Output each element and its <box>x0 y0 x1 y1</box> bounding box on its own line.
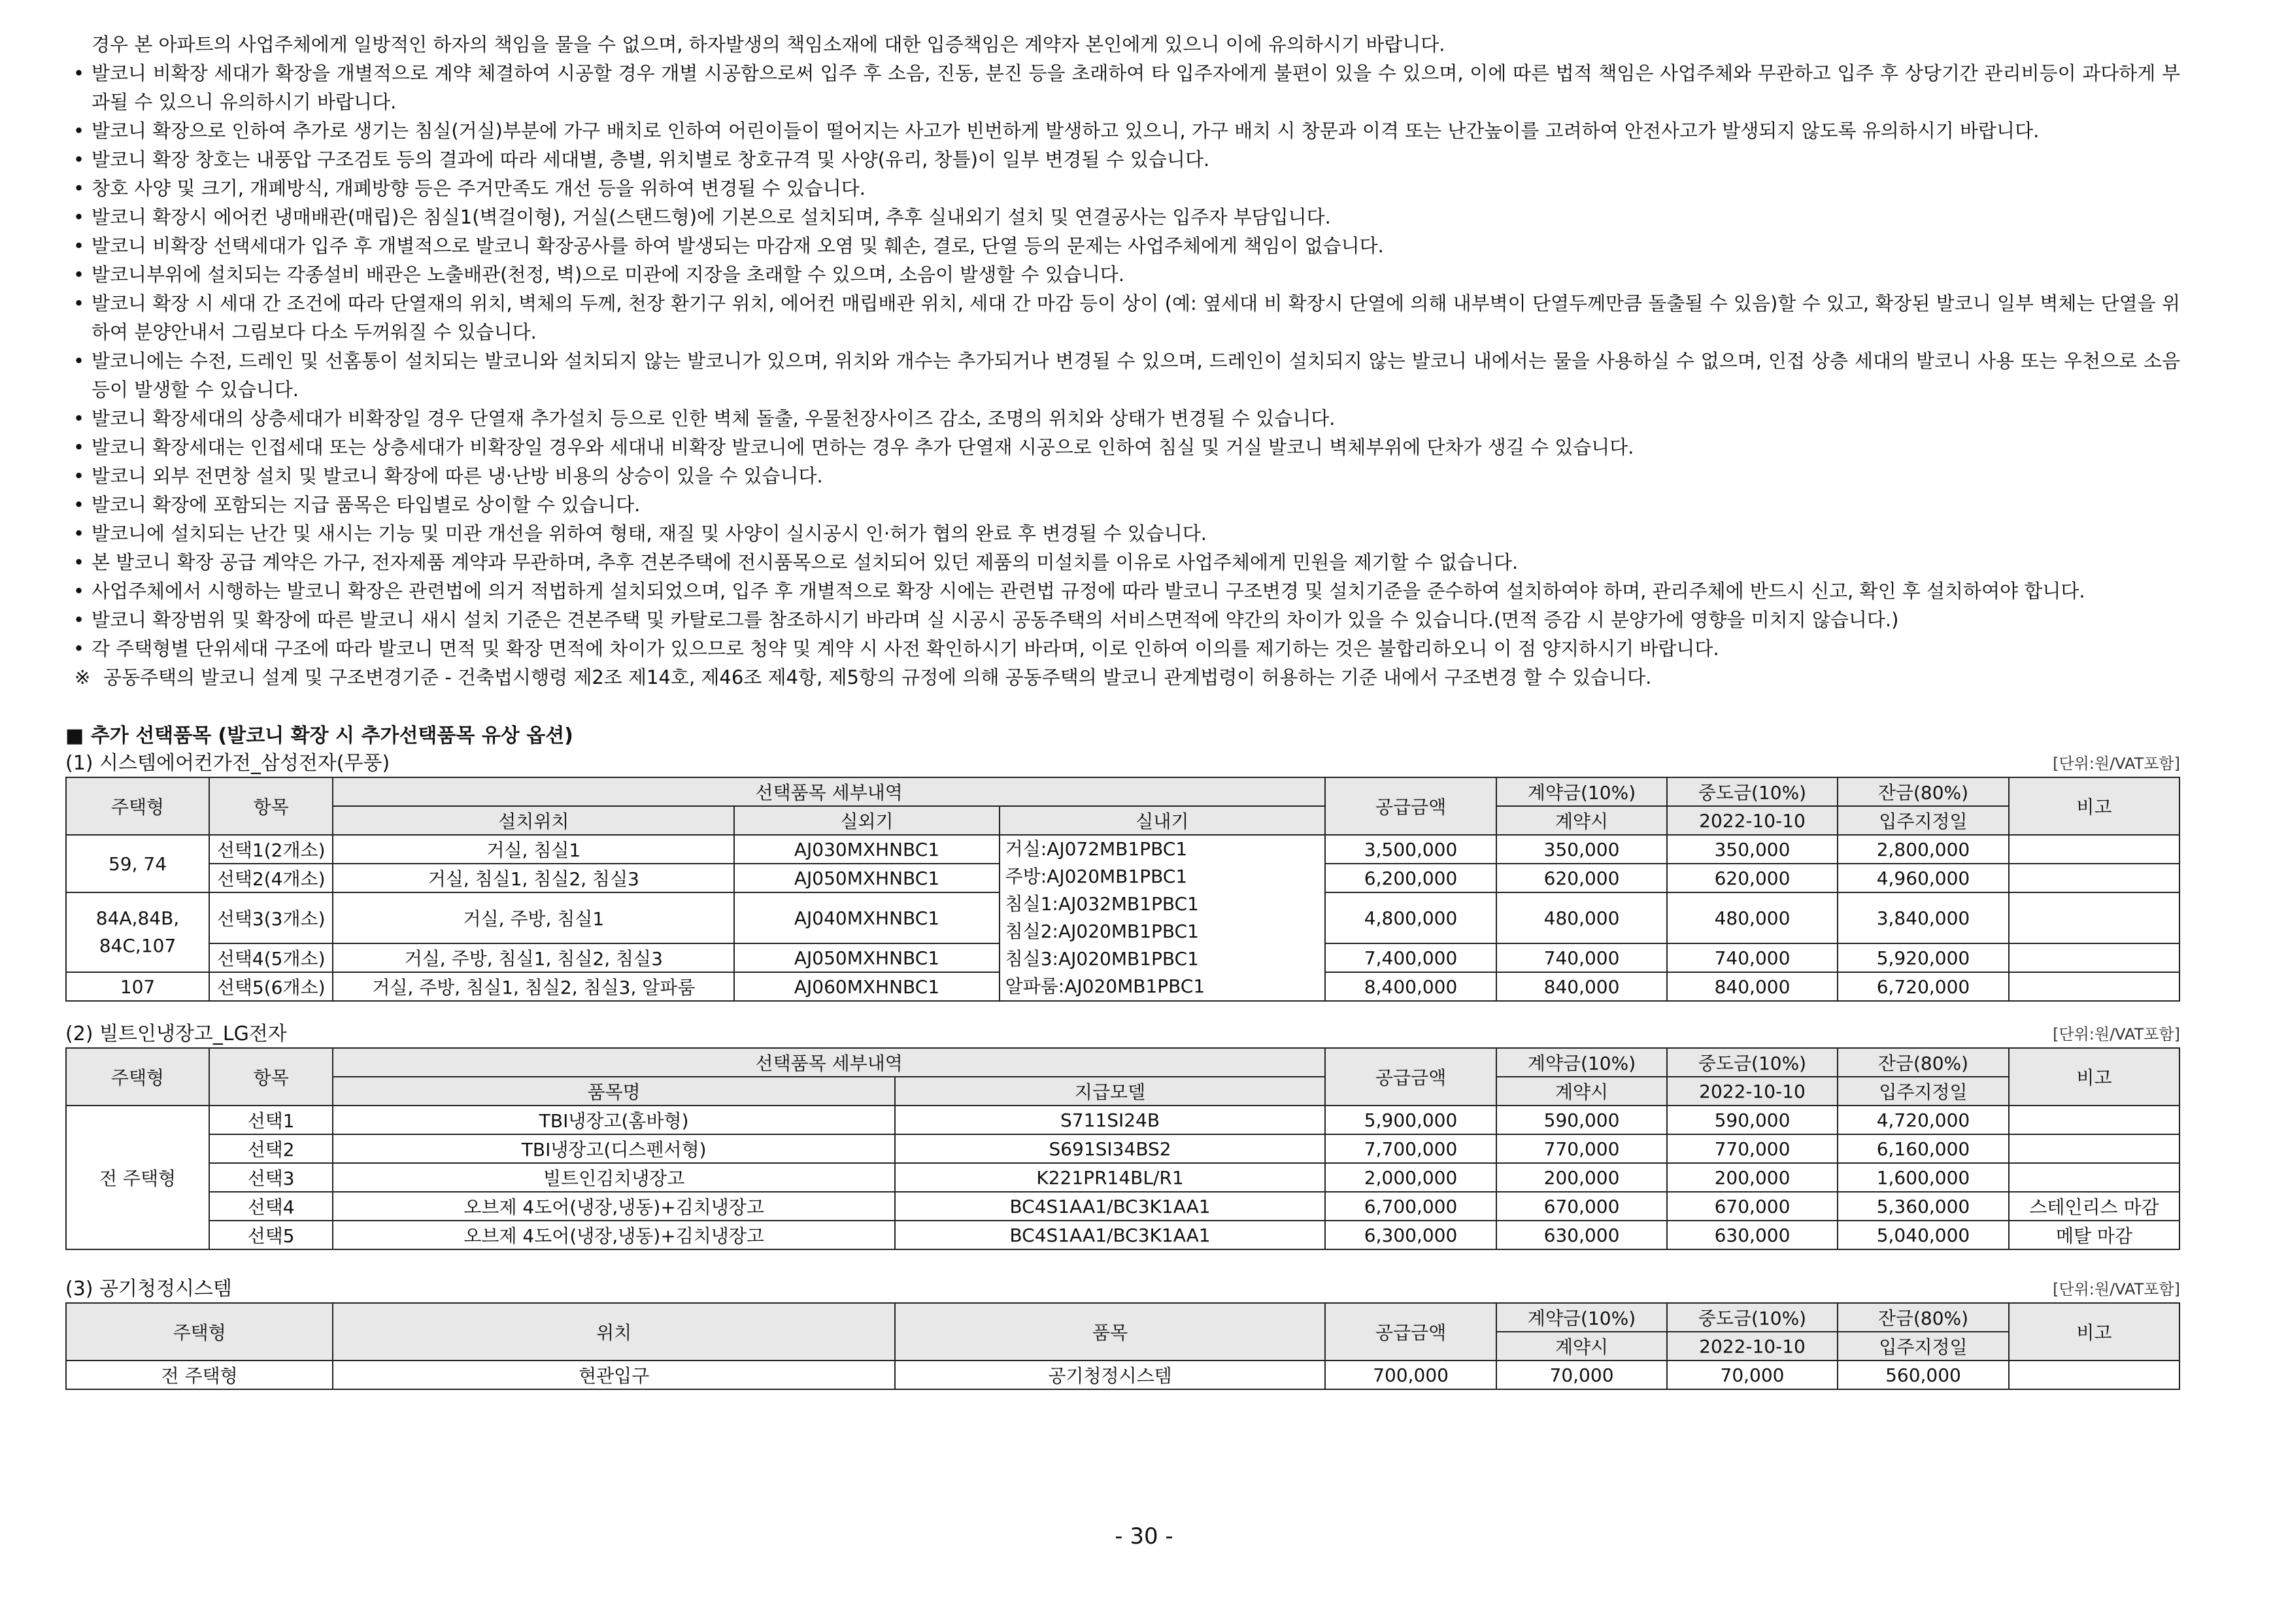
middle-cell: 620,000 <box>1667 864 1838 892</box>
supply-cell: 7,700,000 <box>1325 1134 1496 1163</box>
balance-cell: 1,600,000 <box>1838 1163 2009 1192</box>
note-item: • 발코니 확장 시 세대 간 조건에 따라 단열재의 위치, 벽체의 두께, 천장 환기구 위치, 에어컨 매립배관 위치, 세대 간 마감 등이 상이 (예: 옆세대 비 확장시 단열에 의해 내부벽이 단열두께만큼 돌출될 수 있음)할 수 있고, 확장된 발코니 일부 벽체는 단열을 위하여 분양안내서 그림보다 다소 두꺼워질 수 있습니다. <box>65 289 2180 347</box>
note-item: • 발코니 확장에 포함되는 지급 품목은 타입별로 상이할 수 있습니다. <box>65 490 2180 519</box>
bullet-icon: • <box>73 62 85 84</box>
header-contract-when: 계약시 <box>1496 1332 1667 1361</box>
fridge-heading <box>65 1021 2180 1047</box>
location-cell: 거실, 주방, 침실1, 침실2, 침실3 <box>333 943 734 972</box>
note-cell <box>2009 835 2179 864</box>
note-cell <box>2009 943 2179 972</box>
bullet-icon: • <box>73 120 85 142</box>
bullet-icon: • <box>73 580 85 602</box>
fridge-title: (2) 빌트인냉장고_LG전자 <box>65 1023 287 1045</box>
section-title: ■ 추가 선택품목 (발코니 확장 시 추가선택품목 유상 옵션) <box>65 724 573 747</box>
contract-cell: 350,000 <box>1496 835 1667 864</box>
note-cell <box>2009 972 2179 1001</box>
supply-cell: 6,300,000 <box>1325 1221 1496 1249</box>
note-cell <box>2009 892 2179 943</box>
middle-cell: 350,000 <box>1667 835 1838 864</box>
table-row <box>66 1106 2179 1134</box>
middle-cell: 480,000 <box>1667 892 1838 943</box>
housing-type-line: 84C,107 <box>99 935 177 956</box>
header-location: 설치위치 <box>333 806 734 835</box>
notes-list <box>65 30 2180 692</box>
header-balance: 잔금(80%) <box>1838 1303 2009 1332</box>
item-cell: 선택4 <box>209 1192 333 1221</box>
note-cell <box>2009 1134 2179 1163</box>
note-cell <box>2009 1361 2179 1389</box>
table-header-row <box>66 1048 2179 1077</box>
contract-cell: 840,000 <box>1496 972 1667 1001</box>
note-cell: 메탈 마감 <box>2009 1221 2179 1249</box>
header-supply: 공급금액 <box>1325 777 1496 835</box>
header-contract-when: 계약시 <box>1496 1077 1667 1106</box>
header-indoor: 실내기 <box>1000 806 1325 835</box>
header-contract: 계약금(10%) <box>1496 1303 1667 1332</box>
header-product: 품목 <box>895 1303 1325 1361</box>
model-cell: S691SI34BS2 <box>895 1134 1325 1163</box>
header-supply: 공급금액 <box>1325 1303 1496 1361</box>
document-page <box>65 30 2180 1390</box>
note-item: • 사업주체에서 시행하는 발코니 확장은 관련법에 의거 적법하게 설치되었으며, 입주 후 개별적으로 확장 시에는 관련법 규정에 따라 발코니 구조변경 및 설치기준을 준수하여 설치하여야 하며, 관리주체에 반드시 신고, 확인 후 설치하여야 합니다. <box>65 577 2180 605</box>
bullet-icon: • <box>73 148 85 171</box>
header-type: 주택형 <box>66 1303 333 1361</box>
bullet-icon: • <box>73 206 85 228</box>
header-middle: 중도금(10%) <box>1667 1303 1838 1332</box>
air-purifier-table <box>65 1302 2180 1390</box>
supply-cell: 3,500,000 <box>1325 835 1496 864</box>
header-model: 지급모델 <box>895 1077 1325 1106</box>
supply-cell: 8,400,000 <box>1325 972 1496 1001</box>
middle-cell: 740,000 <box>1667 943 1838 972</box>
header-product: 품목명 <box>333 1077 895 1106</box>
bullet-icon: • <box>73 465 85 487</box>
supply-cell: 4,800,000 <box>1325 892 1496 943</box>
item-cell: 선택1 <box>209 1106 333 1134</box>
middle-cell: 630,000 <box>1667 1221 1838 1249</box>
note-item: • 각 주택형별 단위세대 구조에 따라 발코니 면적 및 확장 면적에 차이가 있으므로 청약 및 계약 시 사전 확인하시기 바라며, 이로 인하여 이의를 제기하는 것은 불합리하오니 이 점 양지하시기 바랍니다. <box>65 634 2180 663</box>
model-cell: BC4S1AA1/BC3K1AA1 <box>895 1221 1325 1249</box>
note-cell <box>2009 864 2179 892</box>
bullet-icon: • <box>73 522 85 545</box>
aircon-table <box>65 777 2180 1002</box>
header-note: 비고 <box>2009 1303 2179 1361</box>
indoor-unit: 침실3:AJ020MB1PBC1 <box>1005 948 1199 970</box>
note-item: • 발코니 비확장 세대가 확장을 개별적으로 계약 체결하여 시공할 경우 개별 시공함으로써 입주 후 소음, 진동, 분진 등을 초래하여 타 입주자에게 불편이 있을 수 있으며, 이에 따른 법적 책임은 사업주체와 무관하고 입주 후 상당기간 관리비등이 과다하게 부과될 수 있으니 유의하시기 바랍니다. <box>65 59 2180 116</box>
model-cell: BC4S1AA1/BC3K1AA1 <box>895 1192 1325 1221</box>
header-middle: 중도금(10%) <box>1667 1048 1838 1077</box>
indoor-unit: 침실2:AJ020MB1PBC1 <box>1005 921 1199 942</box>
balance-cell: 5,040,000 <box>1838 1221 2009 1249</box>
contract-cell: 620,000 <box>1496 864 1667 892</box>
table-header-row <box>66 806 2179 835</box>
supply-cell: 700,000 <box>1325 1361 1496 1389</box>
header-contract: 계약금(10%) <box>1496 1048 1667 1077</box>
outdoor-cell: AJ040MXHNBC1 <box>734 892 999 943</box>
product-cell: TBI냉장고(홈바형) <box>333 1106 895 1134</box>
header-outdoor: 실외기 <box>734 806 999 835</box>
table-row <box>66 1361 2179 1389</box>
header-detail: 선택품목 세부내역 <box>333 1048 1325 1077</box>
header-balance-when: 입주지정일 <box>1838 1332 2009 1361</box>
header-balance-when: 입주지정일 <box>1838 1077 2009 1106</box>
reference-note: ※ 공동주택의 발코니 설계 및 구조변경기준 - 건축법시행령 제2조 제14호, 제46조 제4항, 제5항의 규정에 의해 공동주택의 발코니 관계법령이 허용하는 기준 내에서 구조변경 할 수 있습니다. <box>65 663 2180 692</box>
note-item: • 본 발코니 확장 공급 계약은 가구, 전자제품 계약과 무관하며, 추후 견본주택에 전시품목으로 설치되어 있던 제품의 미설치를 이유로 사업주체에게 민원을 제기할 수 없습니다. <box>65 548 2180 577</box>
balance-cell: 2,800,000 <box>1838 835 2009 864</box>
item-cell: 선택3(3개소) <box>209 892 333 943</box>
product-cell: 공기청정시스템 <box>895 1361 1325 1389</box>
item-cell: 선택1(2개소) <box>209 835 333 864</box>
outdoor-cell: AJ030MXHNBC1 <box>734 835 999 864</box>
note-item: • 발코니에 설치되는 난간 및 새시는 기능 및 미관 개선을 위하여 형태, 재질 및 사양이 실시공시 인·허가 협의 완료 후 변경될 수 있습니다. <box>65 519 2180 548</box>
balance-cell: 4,720,000 <box>1838 1106 2009 1134</box>
housing-type-cell <box>66 892 209 972</box>
contract-cell: 590,000 <box>1496 1106 1667 1134</box>
housing-type-line: 84A,84B, <box>95 907 180 929</box>
table-row <box>66 1192 2179 1221</box>
product-cell: 오브제 4도어(냉장,냉동)+김치냉장고 <box>333 1221 895 1249</box>
bullet-icon: • <box>73 637 85 660</box>
header-type: 주택형 <box>66 777 209 835</box>
note-item: • 발코니 확장세대의 상층세대가 비확장일 경우 단열재 추가설치 등으로 인한 벽체 돌출, 우물천장사이즈 감소, 조명의 위치와 상태가 변경될 수 있습니다. <box>65 404 2180 433</box>
supply-cell: 6,200,000 <box>1325 864 1496 892</box>
note-item: • 발코니 확장 창호는 내풍압 구조검토 등의 결과에 따라 세대별, 층별, 위치별로 창호규격 및 사양(유리, 창틀)이 일부 변경될 수 있습니다. <box>65 145 2180 174</box>
balance-cell: 4,960,000 <box>1838 864 2009 892</box>
page-number: - 30 - <box>1115 1523 1173 1549</box>
middle-cell: 200,000 <box>1667 1163 1838 1192</box>
item-cell: 선택2(4개소) <box>209 864 333 892</box>
header-contract-when: 계약시 <box>1496 806 1667 835</box>
note-cell <box>2009 1106 2179 1134</box>
balance-cell: 3,840,000 <box>1838 892 2009 943</box>
header-contract: 계약금(10%) <box>1496 777 1667 806</box>
supply-cell: 2,000,000 <box>1325 1163 1496 1192</box>
balance-cell: 6,160,000 <box>1838 1134 2009 1163</box>
item-cell: 선택3 <box>209 1163 333 1192</box>
header-item: 항목 <box>209 777 333 835</box>
product-cell: 오브제 4도어(냉장,냉동)+김치냉장고 <box>333 1192 895 1221</box>
table-header-row <box>66 777 2179 806</box>
note-cell: 스테인리스 마감 <box>2009 1192 2179 1221</box>
outdoor-cell: AJ050MXHNBC1 <box>734 864 999 892</box>
fridge-table <box>65 1047 2180 1250</box>
unit-label: [단위:원/VAT포함] <box>2053 1280 2180 1298</box>
contract-cell: 740,000 <box>1496 943 1667 972</box>
housing-type-cell: 전 주택형 <box>66 1361 333 1389</box>
indoor-unit: 거실:AJ072MB1PBC1 <box>1005 838 1188 860</box>
note-item: • 발코니 비확장 선택세대가 입주 후 개별적으로 발코니 확장공사를 하여 발생되는 마감재 오염 및 훼손, 결로, 단열 등의 문제는 사업주체에게 책임이 없습니다. <box>65 231 2180 260</box>
table-header-row <box>66 1303 2179 1332</box>
outdoor-cell: AJ050MXHNBC1 <box>734 943 999 972</box>
table-row <box>66 1134 2179 1163</box>
header-note: 비고 <box>2009 777 2179 835</box>
product-cell: 빌트인김치냉장고 <box>333 1163 895 1192</box>
header-note: 비고 <box>2009 1048 2179 1106</box>
header-type: 주택형 <box>66 1048 209 1106</box>
supply-cell: 6,700,000 <box>1325 1192 1496 1221</box>
item-cell: 선택5 <box>209 1221 333 1249</box>
header-item: 항목 <box>209 1048 333 1106</box>
housing-type-cell: 107 <box>66 972 209 1001</box>
position-cell: 현관입구 <box>333 1361 895 1389</box>
bullet-icon: • <box>73 407 85 430</box>
supply-cell: 7,400,000 <box>1325 943 1496 972</box>
header-supply: 공급금액 <box>1325 1048 1496 1106</box>
header-middle-when: 2022-10-10 <box>1667 806 1838 835</box>
location-cell: 거실, 침실1 <box>333 835 734 864</box>
bullet-icon: • <box>73 263 85 286</box>
contract-cell: 70,000 <box>1496 1361 1667 1389</box>
middle-cell: 770,000 <box>1667 1134 1838 1163</box>
middle-cell: 670,000 <box>1667 1192 1838 1221</box>
bullet-icon: • <box>73 494 85 516</box>
middle-cell: 70,000 <box>1667 1361 1838 1389</box>
indoor-units-cell <box>1000 835 1325 1001</box>
header-middle: 중도금(10%) <box>1667 777 1838 806</box>
unit-label: [단위:원/VAT포함] <box>2053 1025 2180 1043</box>
item-cell: 선택4(5개소) <box>209 943 333 972</box>
model-cell: S711SI24B <box>895 1106 1325 1134</box>
bullet-icon: • <box>73 292 85 314</box>
location-cell: 거실, 침실1, 침실2, 침실3 <box>333 864 734 892</box>
bullet-icon: • <box>73 350 85 372</box>
contract-cell: 200,000 <box>1496 1163 1667 1192</box>
bullet-icon: • <box>73 177 85 199</box>
reference-mark-icon: ※ <box>75 666 91 688</box>
note-item: 경우 본 아파트의 사업주체에게 일방적인 하자의 책임을 물을 수 없으며, 하자발생의 책임소재에 대한 입증책임은 계약자 본인에게 있으니 이에 유의하시기 바랍니다. <box>92 33 1445 56</box>
air-purifier-heading <box>65 1276 2180 1302</box>
header-middle-when: 2022-10-10 <box>1667 1332 1838 1361</box>
balance-cell: 5,360,000 <box>1838 1192 2009 1221</box>
indoor-unit: 침실1:AJ032MB1PBC1 <box>1005 893 1199 915</box>
unit-label: [단위:원/VAT포함] <box>2053 754 2180 773</box>
balance-cell: 6,720,000 <box>1838 972 2009 1001</box>
location-cell: 거실, 주방, 침실1, 침실2, 침실3, 알파룸 <box>333 972 734 1001</box>
bullet-icon: • <box>73 551 85 573</box>
contract-cell: 770,000 <box>1496 1134 1667 1163</box>
table-row <box>66 1163 2179 1192</box>
balance-cell: 5,920,000 <box>1838 943 2009 972</box>
note-item: • 발코니 외부 전면창 설치 및 발코니 확장에 따른 냉·난방 비용의 상승이 있을 수 있습니다. <box>65 462 2180 490</box>
housing-type-cell: 59, 74 <box>66 835 209 892</box>
contract-cell: 480,000 <box>1496 892 1667 943</box>
header-middle-when: 2022-10-10 <box>1667 1077 1838 1106</box>
header-balance-when: 입주지정일 <box>1838 806 2009 835</box>
table-header-row <box>66 1077 2179 1106</box>
table-row <box>66 1221 2179 1249</box>
header-detail: 선택품목 세부내역 <box>333 777 1325 806</box>
middle-cell: 840,000 <box>1667 972 1838 1001</box>
bullet-icon: • <box>73 609 85 631</box>
header-balance: 잔금(80%) <box>1838 777 2009 806</box>
header-position: 위치 <box>333 1303 895 1361</box>
middle-cell: 590,000 <box>1667 1106 1838 1134</box>
model-cell: K221PR14BL/R1 <box>895 1163 1325 1192</box>
housing-type-cell: 전 주택형 <box>66 1106 209 1249</box>
outdoor-cell: AJ060MXHNBC1 <box>734 972 999 1001</box>
note-item: • 발코니부위에 설치되는 각종설비 배관은 노출배관(천정, 벽)으로 미관에 지장을 초래할 수 있으며, 소음이 발생할 수 있습니다. <box>65 260 2180 289</box>
aircon-heading <box>65 751 2180 777</box>
bullet-icon: • <box>73 436 85 458</box>
air-purifier-title: (3) 공기청정시스템 <box>65 1277 232 1300</box>
note-item: • 발코니 확장세대는 인접세대 또는 상층세대가 비확장일 경우와 세대내 비확장 발코니에 면하는 경우 추가 단열재 시공으로 인하여 침실 및 거실 발코니 벽체부위에 단차가 생길 수 있습니다. <box>65 433 2180 462</box>
item-cell: 선택5(6개소) <box>209 972 333 1001</box>
aircon-title: (1) 시스템에어컨가전_삼성전자(무풍) <box>65 752 390 775</box>
note-item: • 발코니 확장범위 및 확장에 따른 발코니 새시 설치 기준은 견본주택 및 카탈로그를 참조하시기 바라며 실 시공시 공동주택의 서비스면적에 약간의 차이가 있을 수 있습니다.(면적 증감 시 분양가에 영향을 미치지 않습니다.) <box>65 605 2180 634</box>
balance-cell: 560,000 <box>1838 1361 2009 1389</box>
product-cell: TBI냉장고(디스펜서형) <box>333 1134 895 1163</box>
contract-cell: 670,000 <box>1496 1192 1667 1221</box>
note-item: • 창호 사양 및 크기, 개폐방식, 개폐방향 등은 주거만족도 개선 등을 위하여 변경될 수 있습니다. <box>65 174 2180 203</box>
indoor-unit: 주방:AJ020MB1PBC1 <box>1005 866 1188 887</box>
supply-cell: 5,900,000 <box>1325 1106 1496 1134</box>
contract-cell: 630,000 <box>1496 1221 1667 1249</box>
table-row <box>66 835 2179 864</box>
indoor-unit: 알파룸:AJ020MB1PBC1 <box>1005 975 1205 997</box>
bullet-icon: • <box>73 235 85 257</box>
note-item: • 발코니 확장으로 인하여 추가로 생기는 침실(거실)부분에 가구 배치로 인하여 어린이들이 떨어지는 사고가 빈번하게 발생하고 있으니, 가구 배치 시 창문과 이격 또는 난간높이를 고려하여 안전사고가 발생되지 않도록 유의하시기 바랍니다. <box>65 116 2180 145</box>
note-item: • 발코니에는 수전, 드레인 및 선홈통이 설치되는 발코니와 설치되지 않는 발코니가 있으며, 위치와 개수는 추가되거나 변경될 수 있으며, 드레인이 설치되지 않는 발코니 내에서는 물을 사용하실 수 없으며, 인접 상층 세대의 발코니 사용 또는 우천으로 소음 등이 발생할 수 있습니다. <box>65 347 2180 404</box>
note-item: • 발코니 확장시 에어컨 냉매배관(매립)은 침실1(벽걸이형), 거실(스탠드형)에 기본으로 설치되며, 추후 실내외기 설치 및 연결공사는 입주자 부담입니다. <box>65 203 2180 231</box>
item-cell: 선택2 <box>209 1134 333 1163</box>
header-balance: 잔금(80%) <box>1838 1048 2009 1077</box>
note-cell <box>2009 1163 2179 1192</box>
location-cell: 거실, 주방, 침실1 <box>333 892 734 943</box>
